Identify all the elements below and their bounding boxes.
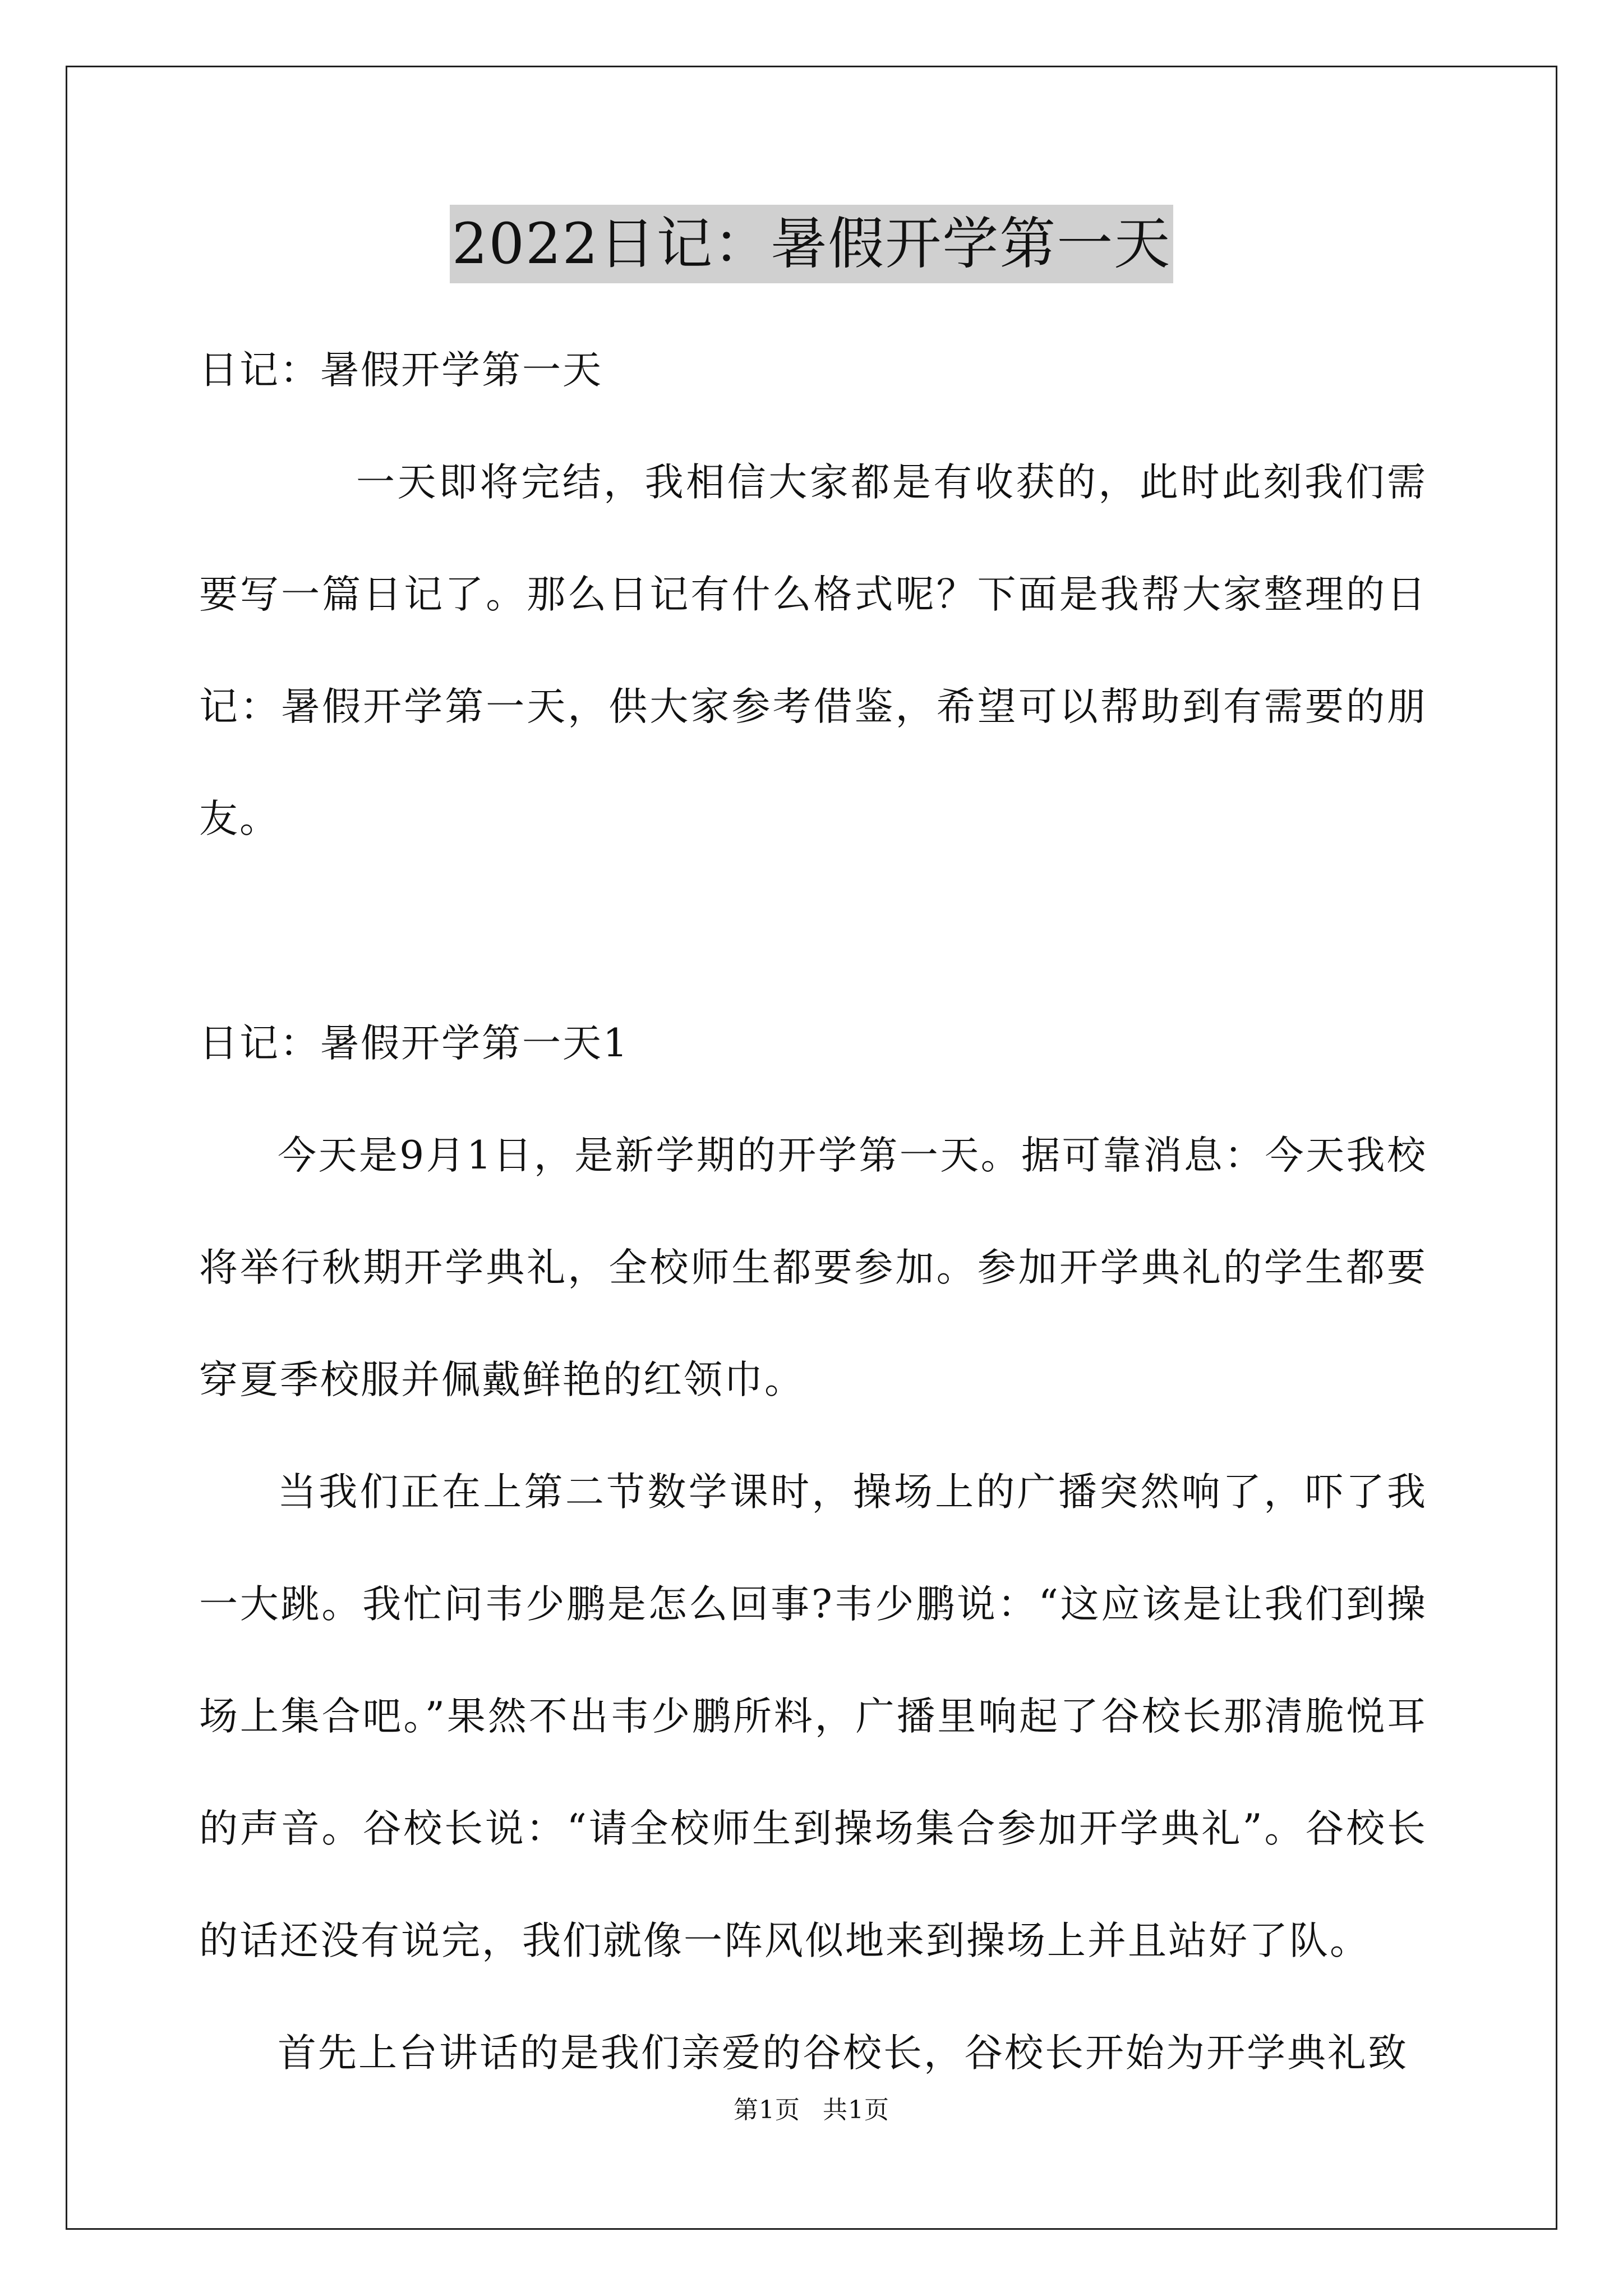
- document-body: [199, 314, 1427, 2109]
- body-paragraph: 当我们正在上第二节数学课时，操场上的广播突然响了，吓了我一大跳。我忙问韦少鹏是怎么回事?韦少鹏说：“这应该是让我们到操场上集合吧。”果然不出韦少鹏所料，广播里响起了谷校长那清脆悦耳的声音。谷校长说：“请全校师生到操场集合参加开学典礼”。谷校长的话还没有说完，我们就像一阵风似地来到操场上并且站好了队。: [199, 1470, 1427, 1963]
- page-footer: [0, 2090, 1623, 2125]
- title-container: [0, 205, 1623, 283]
- body-paragraph: 首先上台讲话的是我们亲爱的谷校长，谷校长开始为开学典礼致: [278, 2031, 1408, 2076]
- page-total: 共1页: [823, 2096, 889, 2124]
- page-number: 第1页: [734, 2096, 800, 2124]
- section-heading: 日记：暑假开学第一天1: [199, 1021, 629, 1066]
- intro-paragraph: 一天即将完结，我相信大家都是有收获的，此时此刻我们需要写一篇日记了。那么日记有什么格式呢？下面是我帮大家整理的日记：暑假开学第一天，供大家参考借鉴，希望可以帮助到有需要的朋友。: [199, 460, 1427, 841]
- body-paragraph: 今天是9月1日，是新学期的开学第一天。据可靠消息：今天我校将举行秋期开学典礼，全校师生都要参加。参加开学典礼的学生都要穿夏季校服并佩戴鲜艳的红领巾。: [199, 1133, 1427, 1402]
- document-subtitle: 日记：暑假开学第一天: [199, 348, 603, 393]
- document-title: 2022日记：暑假开学第一天: [450, 205, 1174, 283]
- spacer: [199, 875, 1427, 987]
